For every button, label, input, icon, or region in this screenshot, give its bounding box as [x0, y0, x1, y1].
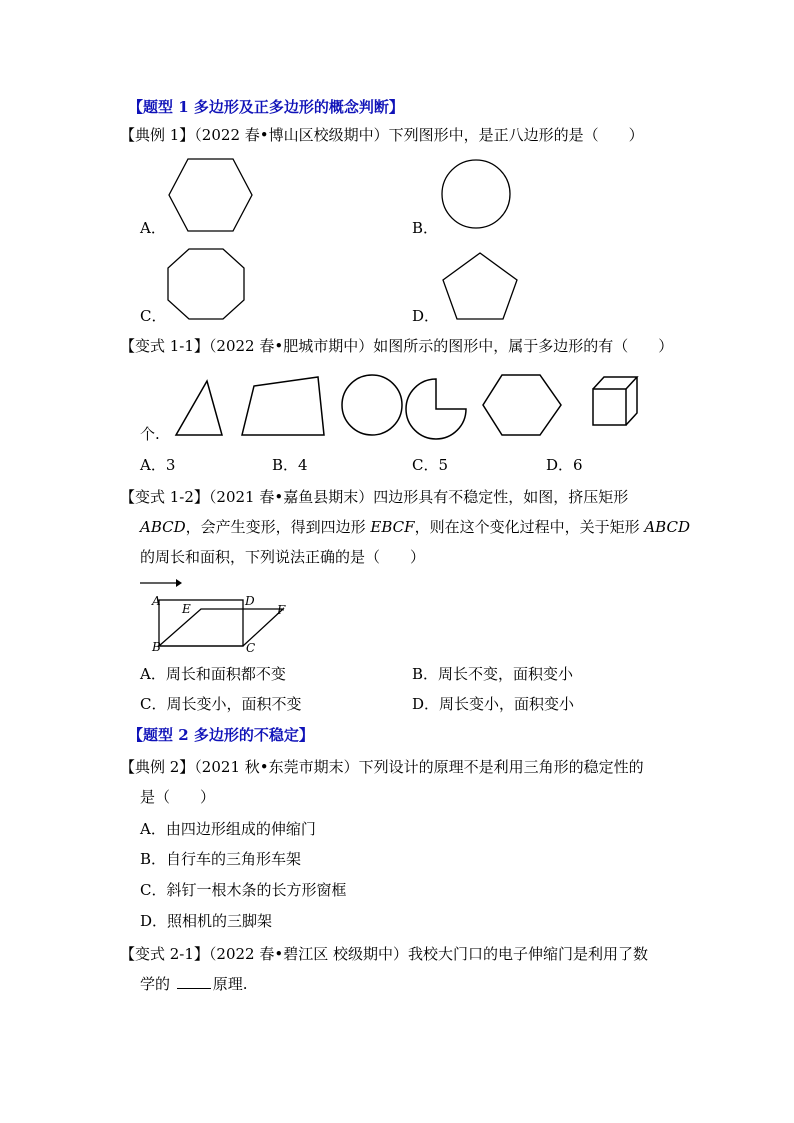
example-1-option-b: B． [412, 219, 439, 237]
variant-1-1-option-d: D．6 [546, 456, 583, 474]
variant-1-2-option-a: A．周长和面积都不变 [140, 665, 286, 683]
hexagon-shape [483, 375, 561, 435]
example-2-option-d: D．照相机的三脚架 [140, 912, 273, 930]
rectangle-abcd [159, 600, 243, 646]
pentagon-figure [440, 250, 522, 322]
label-f: F [277, 603, 286, 617]
variant-1-1-option-c: C．5 [412, 456, 449, 474]
label-c: C [246, 641, 256, 655]
label-d: D [245, 594, 255, 608]
variant-2-1-stem-line-2: 学的 原理. [140, 975, 248, 993]
circle-shape [342, 375, 402, 435]
circle-figure [438, 158, 514, 234]
example-2-stem-line-1: 【典例 2】（2021 秋•东莞市期末）下列设计的原理不是利用三角形的稳定性的 [120, 758, 644, 776]
example-1-option-d: D． [412, 307, 440, 325]
variant-1-1-unit: 个. [140, 425, 160, 443]
variant-2-1-stem-line-1: 【变式 2-1】（2022 春•碧江区 校级期中）我校大门口的电子伸缩门是利用了数 [120, 945, 648, 963]
variant-1-2-option-d: D．周长变小，面积变小 [412, 695, 575, 713]
example-2-stem-line-2: 是（ ） [140, 788, 216, 806]
rectangle-deformation-figure [138, 575, 298, 660]
variant-1-1-figures [140, 365, 640, 440]
example-1-stem: 【典例 1】（2022 春•博山区校级期中）下列图形中，是正八边形的是（ ） [120, 126, 644, 144]
octagon-figure [165, 246, 247, 322]
example-1-option-a: A． [140, 219, 166, 237]
section-2-title: 【题型 2 多边形的不稳定】 [128, 726, 314, 744]
cube-shape [593, 377, 637, 425]
hexagon-figure [165, 155, 255, 235]
irregular-quadrilateral-shape [242, 377, 324, 435]
variant-1-2-option-c: C．周长变小，面积不变 [140, 695, 302, 713]
parallelogram-ebcf [159, 609, 283, 646]
variant-1-1-option-b: B．4 [272, 456, 308, 474]
answer-blank [177, 974, 211, 989]
variant-1-2-stem-line-1: 【变式 1-2】（2021 春•嘉鱼县期末）四边形具有不稳定性，如图，挤压矩形 [120, 488, 629, 506]
example-2-option-c: C．斜钉一根木条的长方形窗框 [140, 881, 347, 899]
example-1-option-c: C． [140, 307, 167, 325]
sector-shape [406, 379, 466, 439]
example-2-option-a: A．由四边形组成的伸缩门 [140, 820, 316, 838]
variant-1-1-option-a: A．3 [140, 456, 176, 474]
label-b: B [152, 640, 161, 654]
example-2-option-b: B．自行车的三角形车架 [140, 850, 302, 868]
variant-1-1-stem: 【变式 1-1】（2022 春•肥城市期中）如图所示的图形中，属于多边形的有（ ） [120, 337, 674, 355]
variant-1-2-stem-line-2: ABCD，会产生变形，得到四边形 EBCF，则在这个变化过程中，关于矩形 ABCD [140, 518, 690, 536]
section-1-title: 【题型 1 多边形及正多边形的概念判断】 [128, 98, 404, 116]
label-e: E [182, 602, 191, 616]
variant-1-2-option-b: B．周长不变，面积变小 [412, 665, 574, 683]
arrow-head [176, 579, 182, 587]
label-a: A [152, 594, 161, 608]
variant-1-2-stem-line-3: 的周长和面积，下列说法正确的是（ ） [140, 548, 426, 566]
triangle-shape [176, 381, 222, 435]
